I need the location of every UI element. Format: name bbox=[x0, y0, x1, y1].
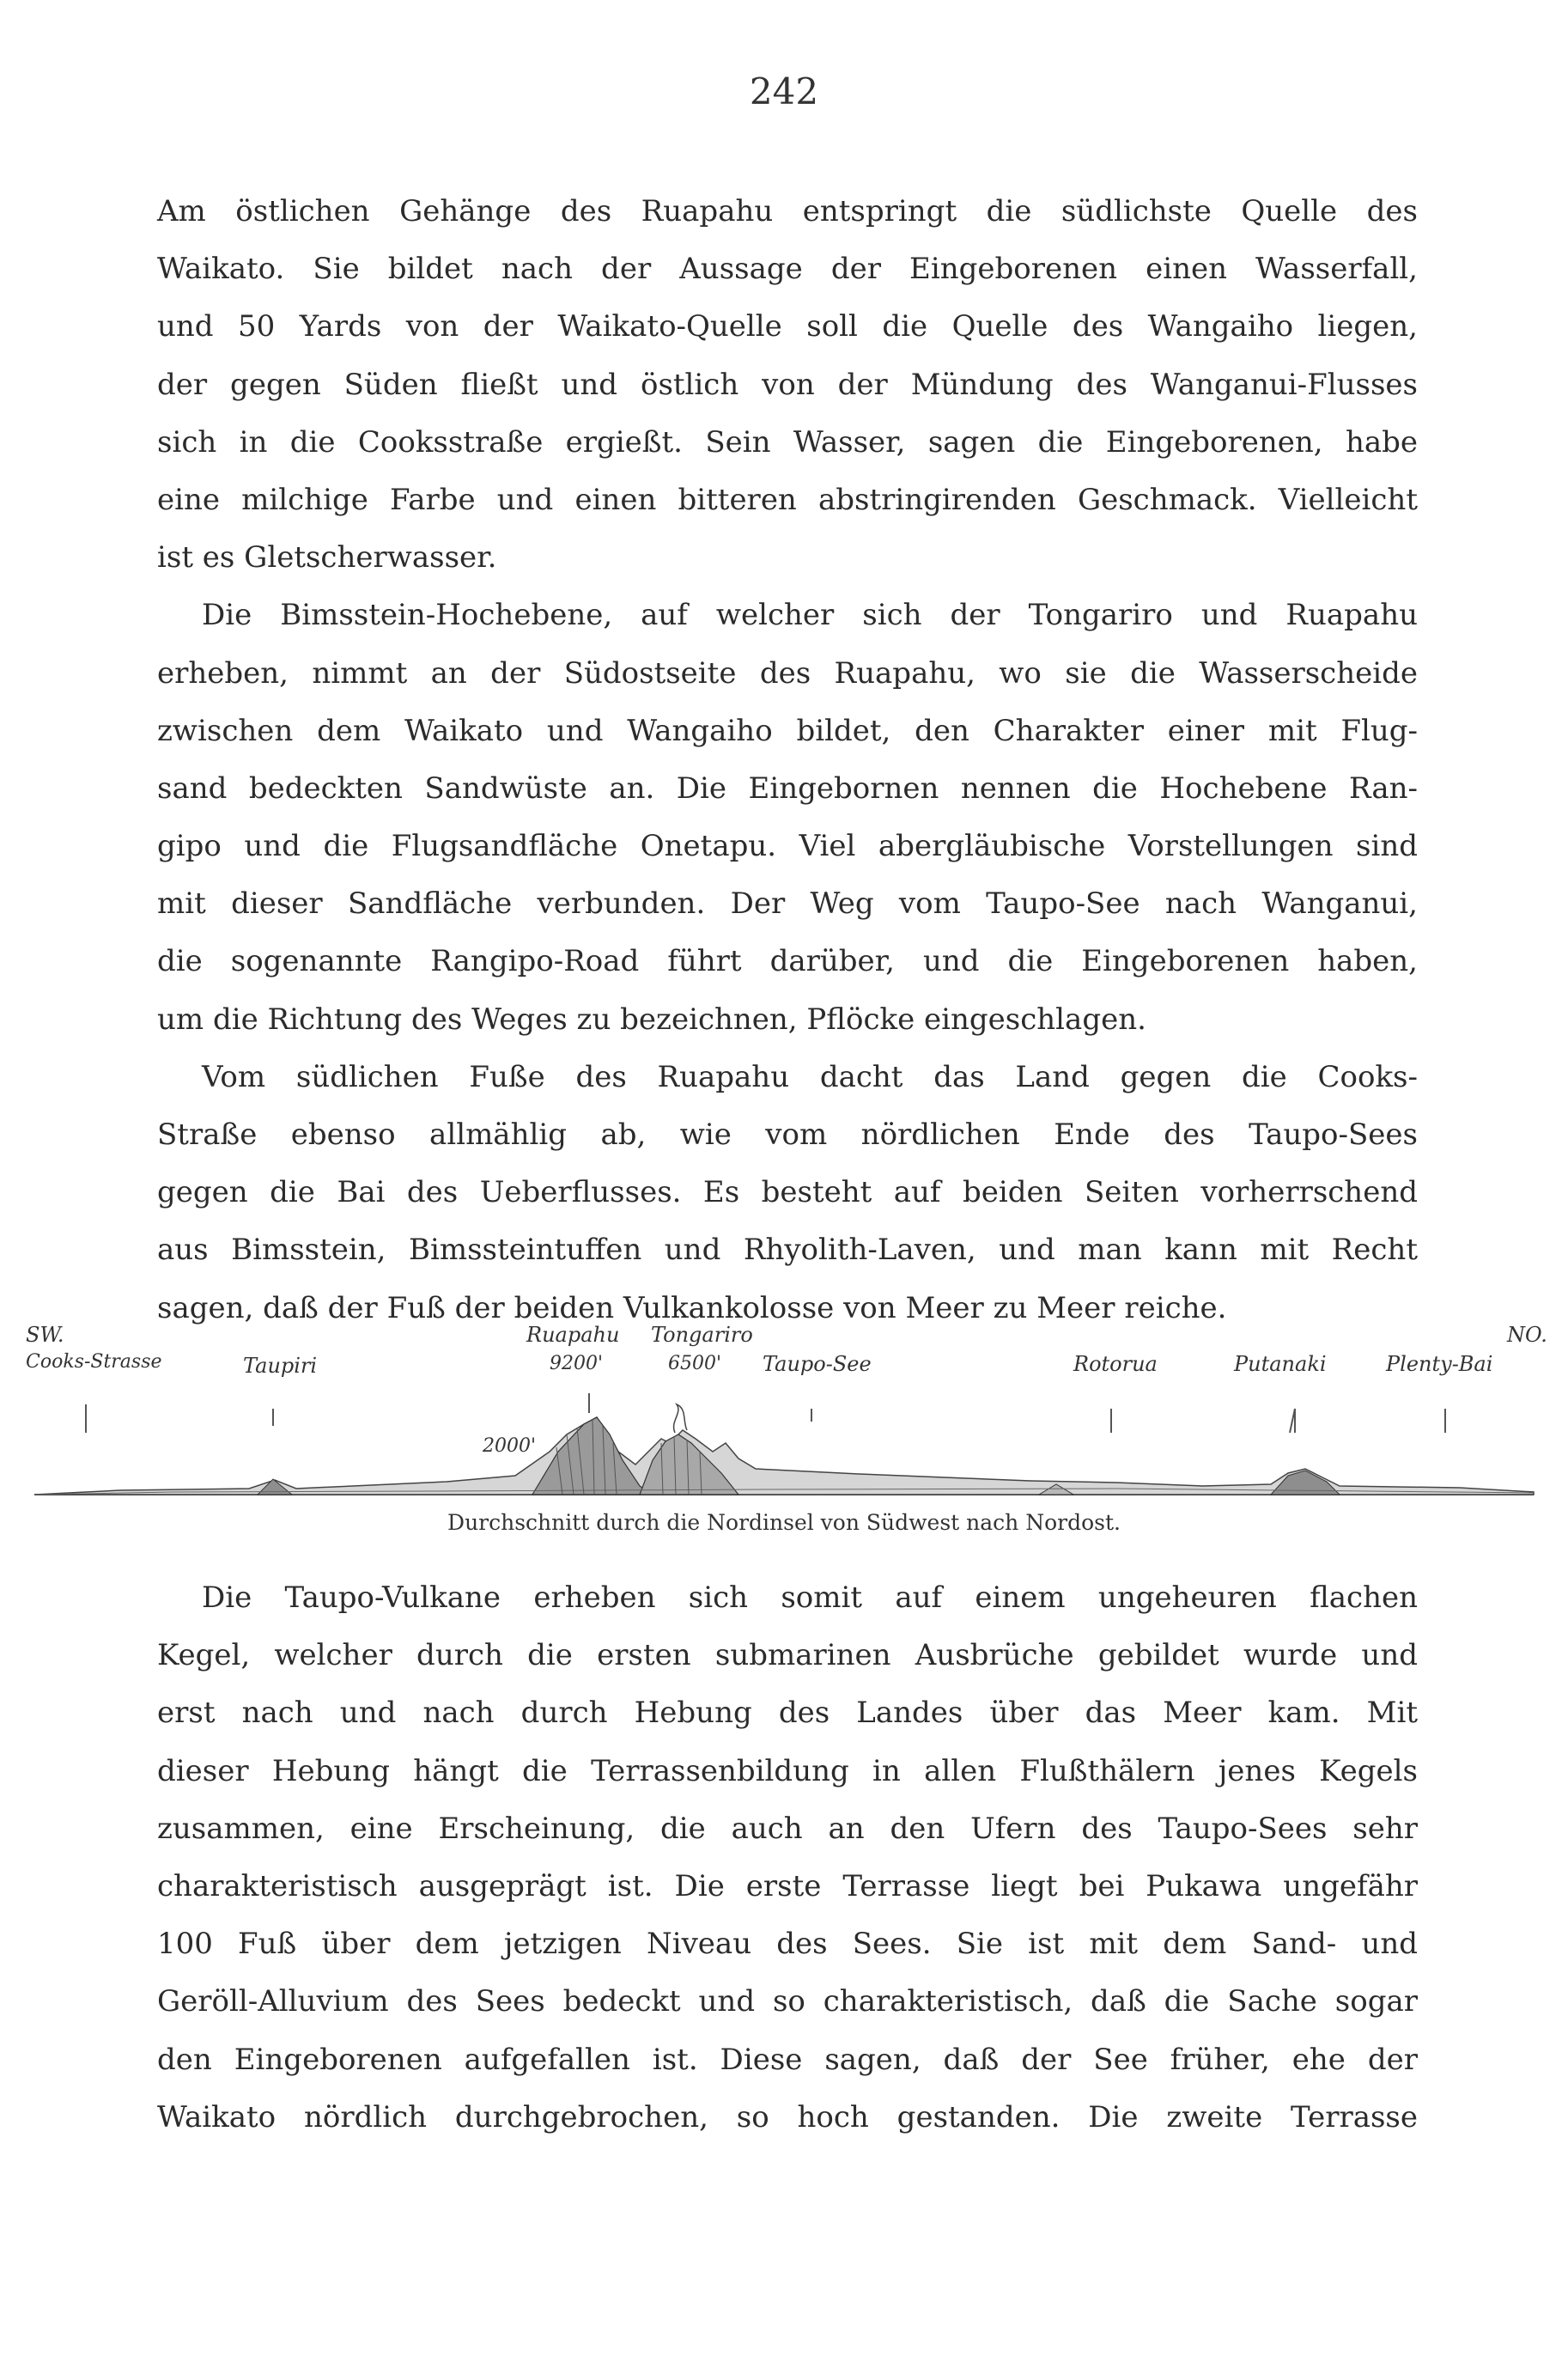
text-line: sand bedeckten Sandwüste an. Die Eingebornen nennen die Hochebene Ran- bbox=[157, 770, 1418, 806]
text-line: Waikato nördlich durchgebrochen, so hoch gestanden. Die zweite Terrasse bbox=[157, 2099, 1418, 2135]
terrain-profile bbox=[34, 1404, 1534, 1495]
text-line: sich in die Cooksstraße ergießt. Sein Wasser, sagen die Eingeborenen, habe bbox=[157, 424, 1418, 460]
text-line: zusammen, eine Erscheinung, die auch an den Ufern des Taupo-Sees sehr bbox=[157, 1811, 1418, 1846]
figure-label-ruapahu: Ruapahu bbox=[526, 1323, 620, 1347]
text-line: aus Bimsstein, Bimssteintuffen und Rhyolith-Laven, und man kann mit Recht bbox=[157, 1233, 1418, 1268]
page-number: 242 bbox=[749, 70, 819, 113]
text-line: erst nach und nach durch Hebung des Landes über das Meer kam. Mit bbox=[157, 1696, 1418, 1731]
text-line: eine milchige Farbe und einen bitteren abstringirenden Geschmack. Vielleicht bbox=[157, 482, 1418, 517]
text-line: 100 Fuß über dem jetzigen Niveau des Sees. Sie ist mit dem Sand- und bbox=[157, 1927, 1418, 1962]
text-line: sagen, daß der Fuß der beiden Vulkankolosse von Meer zu Meer reiche. bbox=[157, 1290, 1227, 1325]
text-line: Vom südlichen Fuße des Ruapahu dacht das Land gegen die Cooks- bbox=[202, 1059, 1418, 1094]
text-line: dieser Hebung hängt die Terrassenbildung in allen Flußthälern jenes Kegels bbox=[157, 1753, 1418, 1788]
figure-label-2000: 2000' bbox=[483, 1435, 537, 1457]
text-line: um die Richtung des Weges zu bezeichnen, Pflöcke eingeschlagen. bbox=[157, 1002, 1146, 1037]
figure-caption: Durchschnitt durch die Nordinsel von Südwest nach Nordost. bbox=[447, 1510, 1121, 1535]
text-line: Waikato. Sie bildet nach der Aussage der Eingeborenen einen Wasserfall, bbox=[157, 252, 1418, 287]
text-line: zwischen dem Waikato und Wangaiho bildet, den Charakter einer mit Flug- bbox=[157, 713, 1418, 748]
text-line: gipo und die Flugsandfläche Onetapu. Viel abergläubische Vorstellungen sind bbox=[157, 829, 1418, 864]
figure-label-9200: 9200' bbox=[550, 1353, 604, 1374]
figure-label-tongariro: Tongariro bbox=[651, 1323, 753, 1347]
figure-label-rotorua: Rotorua bbox=[1073, 1352, 1158, 1376]
text-line: ist es Gletscherwasser. bbox=[157, 540, 497, 576]
text-line: und 50 Yards von der Waikato-Quelle soll die Quelle des Wangaiho liegen, bbox=[157, 309, 1418, 344]
figure-label-no: NO. bbox=[1507, 1323, 1547, 1347]
text-line: Am östlichen Gehänge des Ruapahu entspringt die südlichste Quelle des bbox=[157, 194, 1418, 228]
figure-label-6500: 6500' bbox=[668, 1353, 722, 1374]
text-line: den Eingeborenen aufgefallen ist. Diese sagen, daß der See früher, ehe der bbox=[157, 2042, 1418, 2077]
figure-tick-marks bbox=[86, 1393, 1445, 1433]
figure-label-sw: SW. bbox=[26, 1323, 64, 1347]
body-text-top bbox=[157, 183, 1418, 1337]
text-line: Straße ebenso allmählig ab, wie vom nördlichen Ende des Taupo-Sees bbox=[157, 1118, 1418, 1152]
figure-label-taupiri: Taupiri bbox=[243, 1354, 318, 1378]
text-line: Geröll-Alluvium des Sees bedeckt und so charakteristisch, daß die Sache sogar bbox=[157, 1984, 1418, 2019]
text-line: erheben, nimmt an der Südostseite des Ruapahu, wo sie die Wasserscheide bbox=[157, 655, 1418, 691]
text-line: charakteristisch ausgeprägt ist. Die erste Terrasse liegt bei Pukawa ungefähr bbox=[157, 1868, 1418, 1903]
text-line: der gegen Süden fließt und östlich von der Mündung des Wanganui-Flusses bbox=[157, 367, 1418, 402]
body-text-bottom bbox=[157, 1569, 1418, 2147]
figure-label-plenty-bai: Plenty-Bai bbox=[1386, 1352, 1493, 1376]
text-line: Die Bimsstein-Hochebene, auf welcher sich der Tongariro und Ruapahu bbox=[202, 598, 1418, 633]
text-line: Die Taupo-Vulkane erheben sich somit auf einem ungeheuren flachen bbox=[202, 1580, 1418, 1615]
text-line: mit dieser Sandfläche verbunden. Der Weg vom Taupo-See nach Wanganui, bbox=[157, 886, 1418, 922]
figure-label-putanaki: Putanaki bbox=[1234, 1352, 1327, 1376]
figure-label-cooks-strasse: Cooks-Strasse bbox=[26, 1351, 162, 1373]
text-line: Kegel, welcher durch die ersten submarinen Ausbrüche gebildet wurde und bbox=[157, 1638, 1418, 1673]
text-line: gegen die Bai des Ueberflusses. Es besteht auf beiden Seiten vorherrschend bbox=[157, 1175, 1418, 1210]
text-line: die sogenannte Rangipo-Road führt darüber, und die Eingeborenen haben, bbox=[157, 944, 1418, 979]
figure-label-taupo-see: Taupo-See bbox=[763, 1352, 872, 1376]
